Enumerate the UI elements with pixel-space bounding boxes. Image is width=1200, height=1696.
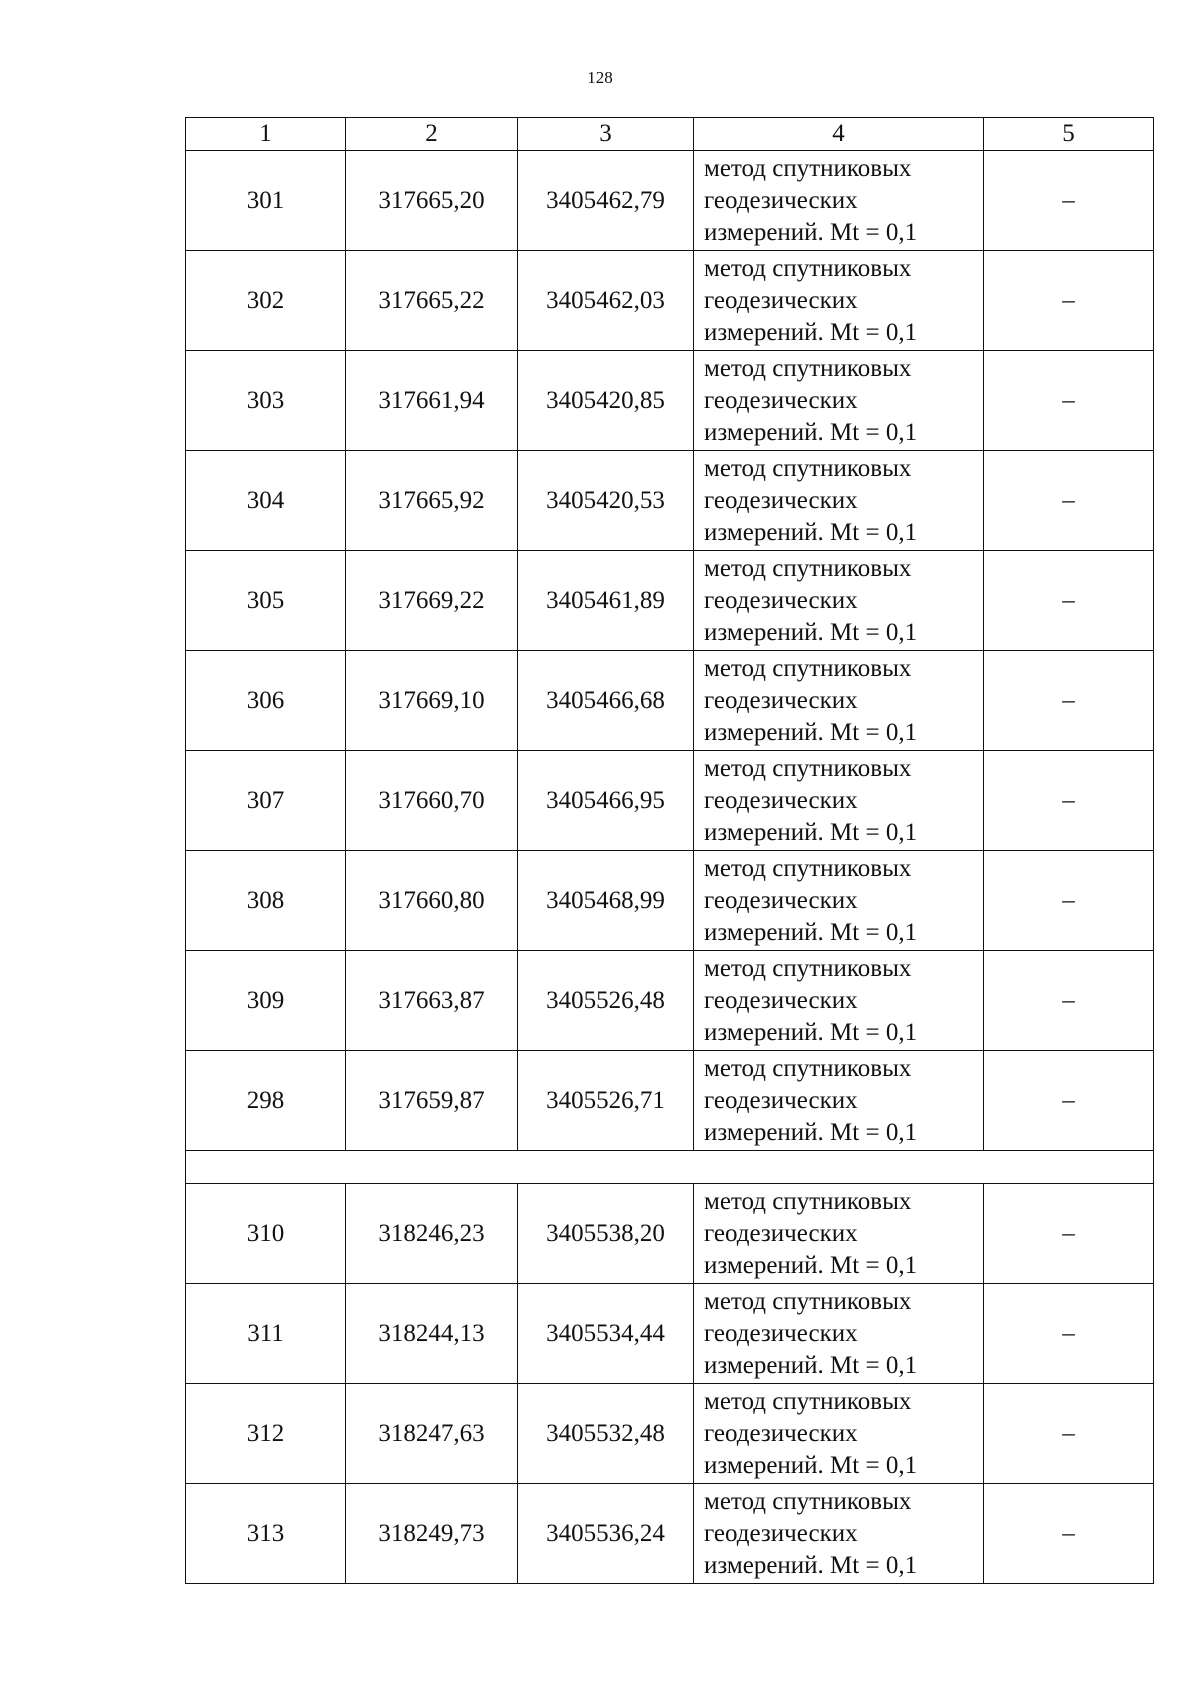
point-number-cell: 301: [186, 151, 346, 251]
dash-cell: –: [984, 951, 1154, 1051]
method-text-line: геодезических: [704, 1519, 858, 1547]
y-coordinate-cell: 3405532,48: [518, 1384, 694, 1484]
x-coordinate-cell: 318244,13: [346, 1284, 518, 1384]
method-text-line: метод спутниковых: [704, 154, 912, 182]
x-coordinate-cell: 317661,94: [346, 351, 518, 451]
method-text-line: геодезических: [704, 286, 858, 314]
dash-cell: –: [984, 1384, 1154, 1484]
method-text-line: геодезических: [704, 786, 858, 814]
dash-cell: –: [984, 751, 1154, 851]
header-cell: 4: [694, 118, 984, 151]
y-coordinate-cell: 3405420,53: [518, 451, 694, 551]
x-coordinate-cell: 317665,20: [346, 151, 518, 251]
method-text-line: метод спутниковых: [704, 1187, 912, 1215]
table-row: [186, 851, 1154, 951]
method-text-line: метод спутниковых: [704, 654, 912, 682]
table-row: [186, 1384, 1154, 1484]
y-coordinate-cell: 3405526,71: [518, 1051, 694, 1151]
y-coordinate-cell: 3405534,44: [518, 1284, 694, 1384]
method-text-line: геодезических: [704, 1419, 858, 1447]
x-coordinate-cell: 317665,22: [346, 251, 518, 351]
y-coordinate-cell: 3405466,68: [518, 651, 694, 751]
method-cell: [694, 151, 984, 251]
method-text-line: метод спутниковых: [704, 554, 912, 582]
x-coordinate-cell: 317660,70: [346, 751, 518, 851]
x-coordinate-cell: 317663,87: [346, 951, 518, 1051]
method-text-line: измерений. Mt = 0,1: [704, 1551, 918, 1579]
group-separator-row: [186, 1151, 1154, 1184]
method-text-line: измерений. Mt = 0,1: [704, 618, 918, 646]
method-text-line: измерений. Mt = 0,1: [704, 218, 918, 246]
dash-cell: –: [984, 651, 1154, 751]
table-row: [186, 1484, 1154, 1584]
point-number-cell: 304: [186, 451, 346, 551]
table-row: [186, 951, 1154, 1051]
point-number-cell: 305: [186, 551, 346, 651]
y-coordinate-cell: 3405466,95: [518, 751, 694, 851]
y-coordinate-cell: 3405468,99: [518, 851, 694, 951]
method-text-line: геодезических: [704, 986, 858, 1014]
point-number-cell: 310: [186, 1184, 346, 1284]
method-text-line: метод спутниковых: [704, 354, 912, 382]
x-coordinate-cell: 317659,87: [346, 1051, 518, 1151]
table-row: [186, 551, 1154, 651]
x-coordinate-cell: 318249,73: [346, 1484, 518, 1584]
method-cell: [694, 1284, 984, 1384]
dash-cell: –: [984, 251, 1154, 351]
table-row: [186, 751, 1154, 851]
method-text-line: измерений. Mt = 0,1: [704, 318, 918, 346]
point-number-cell: 298: [186, 1051, 346, 1151]
coordinates-table: [185, 117, 1154, 1584]
method-text-line: геодезических: [704, 686, 858, 714]
method-text-line: метод спутниковых: [704, 854, 912, 882]
method-text-line: измерений. Mt = 0,1: [704, 1451, 918, 1479]
point-number-cell: 313: [186, 1484, 346, 1584]
method-text-line: метод спутниковых: [704, 754, 912, 782]
method-cell: [694, 951, 984, 1051]
method-text-line: измерений. Mt = 0,1: [704, 1351, 918, 1379]
dash-cell: –: [984, 351, 1154, 451]
y-coordinate-cell: 3405462,03: [518, 251, 694, 351]
method-cell: [694, 1184, 984, 1284]
method-text-line: геодезических: [704, 1219, 858, 1247]
method-text-line: метод спутниковых: [704, 1387, 912, 1415]
method-text-line: измерений. Mt = 0,1: [704, 418, 918, 446]
point-number-cell: 303: [186, 351, 346, 451]
table-row: [186, 351, 1154, 451]
method-text-line: измерений. Mt = 0,1: [704, 718, 918, 746]
x-coordinate-cell: 318247,63: [346, 1384, 518, 1484]
method-text-line: метод спутниковых: [704, 1487, 912, 1515]
method-cell: [694, 651, 984, 751]
dash-cell: –: [984, 1284, 1154, 1384]
point-number-cell: 306: [186, 651, 346, 751]
method-text-line: метод спутниковых: [704, 254, 912, 282]
method-cell: [694, 251, 984, 351]
table-row: [186, 451, 1154, 551]
point-number-cell: 307: [186, 751, 346, 851]
header-cell: 1: [186, 118, 346, 151]
dash-cell: –: [984, 1484, 1154, 1584]
table-row: [186, 251, 1154, 351]
dash-cell: –: [984, 551, 1154, 651]
dash-cell: –: [984, 451, 1154, 551]
method-cell: [694, 751, 984, 851]
page-number: 128: [587, 68, 613, 87]
method-text-line: геодезических: [704, 1319, 858, 1347]
point-number-cell: 308: [186, 851, 346, 951]
table-row: [186, 651, 1154, 751]
table-row: [186, 1184, 1154, 1284]
header-row: [186, 118, 1154, 151]
method-text-line: геодезических: [704, 586, 858, 614]
y-coordinate-cell: 3405536,24: [518, 1484, 694, 1584]
method-text-line: измерений. Mt = 0,1: [704, 1018, 918, 1046]
table-row: [186, 151, 1154, 251]
method-text-line: геодезических: [704, 886, 858, 914]
x-coordinate-cell: 317669,22: [346, 551, 518, 651]
method-text-line: геодезических: [704, 386, 858, 414]
table-row: [186, 1284, 1154, 1384]
dash-cell: –: [984, 1184, 1154, 1284]
method-text-line: метод спутниковых: [704, 954, 912, 982]
method-cell: [694, 551, 984, 651]
header-cell: 3: [518, 118, 694, 151]
point-number-cell: 311: [186, 1284, 346, 1384]
method-text-line: измерений. Mt = 0,1: [704, 518, 918, 546]
header-cell: 5: [984, 118, 1154, 151]
dash-cell: –: [984, 851, 1154, 951]
y-coordinate-cell: 3405420,85: [518, 351, 694, 451]
method-text-line: метод спутниковых: [704, 1054, 912, 1082]
method-text-line: геодезических: [704, 186, 858, 214]
dash-cell: –: [984, 151, 1154, 251]
x-coordinate-cell: 317660,80: [346, 851, 518, 951]
method-text-line: измерений. Mt = 0,1: [704, 818, 918, 846]
method-text-line: метод спутниковых: [704, 1287, 912, 1315]
method-cell: [694, 851, 984, 951]
y-coordinate-cell: 3405526,48: [518, 951, 694, 1051]
table-row: [186, 1051, 1154, 1151]
method-cell: [694, 1484, 984, 1584]
y-coordinate-cell: 3405461,89: [518, 551, 694, 651]
point-number-cell: 309: [186, 951, 346, 1051]
method-text-line: геодезических: [704, 486, 858, 514]
method-text-line: измерений. Mt = 0,1: [704, 1118, 918, 1146]
x-coordinate-cell: 317669,10: [346, 651, 518, 751]
y-coordinate-cell: 3405462,79: [518, 151, 694, 251]
dash-cell: –: [984, 1051, 1154, 1151]
method-cell: [694, 351, 984, 451]
method-text-line: измерений. Mt = 0,1: [704, 918, 918, 946]
point-number-cell: 312: [186, 1384, 346, 1484]
header-cell: 2: [346, 118, 518, 151]
x-coordinate-cell: 317665,92: [346, 451, 518, 551]
empty-separator-cell: [186, 1151, 1154, 1184]
x-coordinate-cell: 318246,23: [346, 1184, 518, 1284]
method-cell: [694, 1051, 984, 1151]
method-text-line: метод спутниковых: [704, 454, 912, 482]
method-text-line: измерений. Mt = 0,1: [704, 1251, 918, 1279]
method-text-line: геодезических: [704, 1086, 858, 1114]
y-coordinate-cell: 3405538,20: [518, 1184, 694, 1284]
method-cell: [694, 451, 984, 551]
point-number-cell: 302: [186, 251, 346, 351]
method-cell: [694, 1384, 984, 1484]
